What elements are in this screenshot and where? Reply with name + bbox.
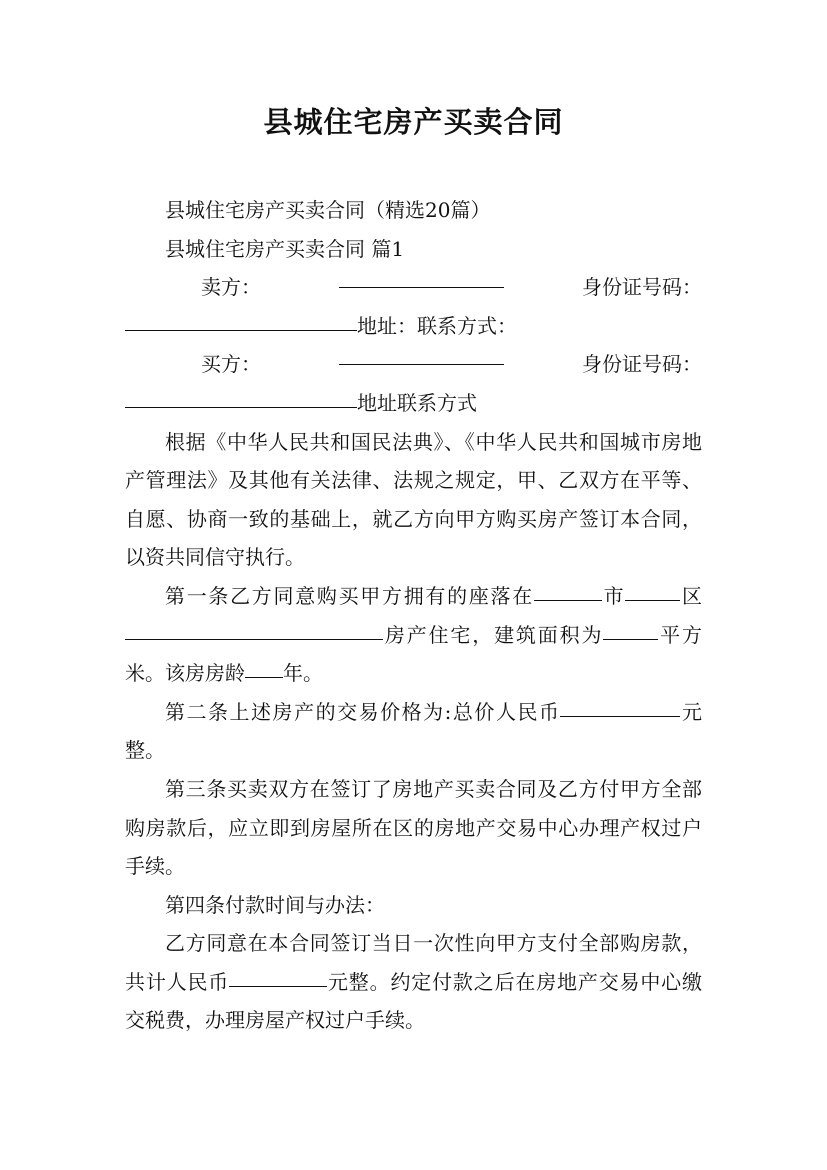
article-1-text-b: 市 [601,583,626,608]
document-body [125,191,702,1040]
article-1-text-f: 年。 [283,661,323,686]
seller-contact-label: 地址：联系方式： [357,313,517,338]
area-blank [603,618,658,640]
article-1-text-a: 第一条乙方同意购买甲方拥有的座落在 [165,583,534,608]
subtitle: 县城住宅房产买卖合同（精选20篇） [165,198,491,222]
article-2-text-a: 第二条上述房产的交易价格为:总价人民币 [165,699,561,724]
city-blank [534,579,602,601]
buyer-line [125,345,702,384]
age-blank [245,656,283,678]
article-4-text-a: 乙方同意在本合同签订当日一次性向甲方支付全部购房款，共计人民币 [125,931,702,994]
article-1-text-e: 平方米。该房房龄 [125,622,703,686]
buyer-name-blank [339,343,504,365]
article-4 [125,924,702,1040]
seller-id-label: 身份证号码： [582,275,702,300]
article-1 [125,577,702,693]
buyer-id-label: 身份证号码： [582,352,702,377]
buyer-label: 买方： [201,352,261,377]
buyer-contact-line [125,384,702,423]
buyer-contact-label: 地址联系方式 [357,390,477,415]
article-4-text-b: 元整。约定付款之后在房地产交易中心缴交税费，办理房屋产权过户手续。 [125,969,703,1033]
article-2 [125,693,702,770]
article-1-text-c: 区 [680,583,703,608]
seller-name-blank [339,266,504,288]
document-title: 县城住宅房产买卖合同 [263,105,564,139]
seller-line [125,268,702,307]
price-blank [560,695,680,717]
buyer-id-blank [125,386,357,408]
section-heading: 县城住宅房产买卖合同 篇1 [165,236,405,261]
paragraph-basis: 根据《中华人民共和国民法典》、《中华人民共和国城市房地产管理法》及其他有关法律、法规之规定，甲、乙双方在平等、自愿、协商一致的基础上，就乙方向甲方购买房产签订本合同，以资共同信守执行。 [125,429,702,570]
article-2-text-b: 元整。 [125,699,702,763]
seller-id-blank [125,309,357,331]
article-1-text-d: 房产住宅，建筑面积为 [383,622,604,647]
article-3: 第三条买卖双方在签订了房地产买卖合同及乙方付甲方全部购房款后，应立即到房屋所在区的房地产交易中心办理产权过户手续。 [125,776,702,879]
district-blank [125,618,383,640]
payment-blank [229,965,327,987]
city-blank-tail [625,579,680,601]
seller-label: 卖方： [201,275,261,300]
seller-contact-line [125,307,702,346]
article-4-heading: 第四条付款时间与办法： [165,892,385,917]
